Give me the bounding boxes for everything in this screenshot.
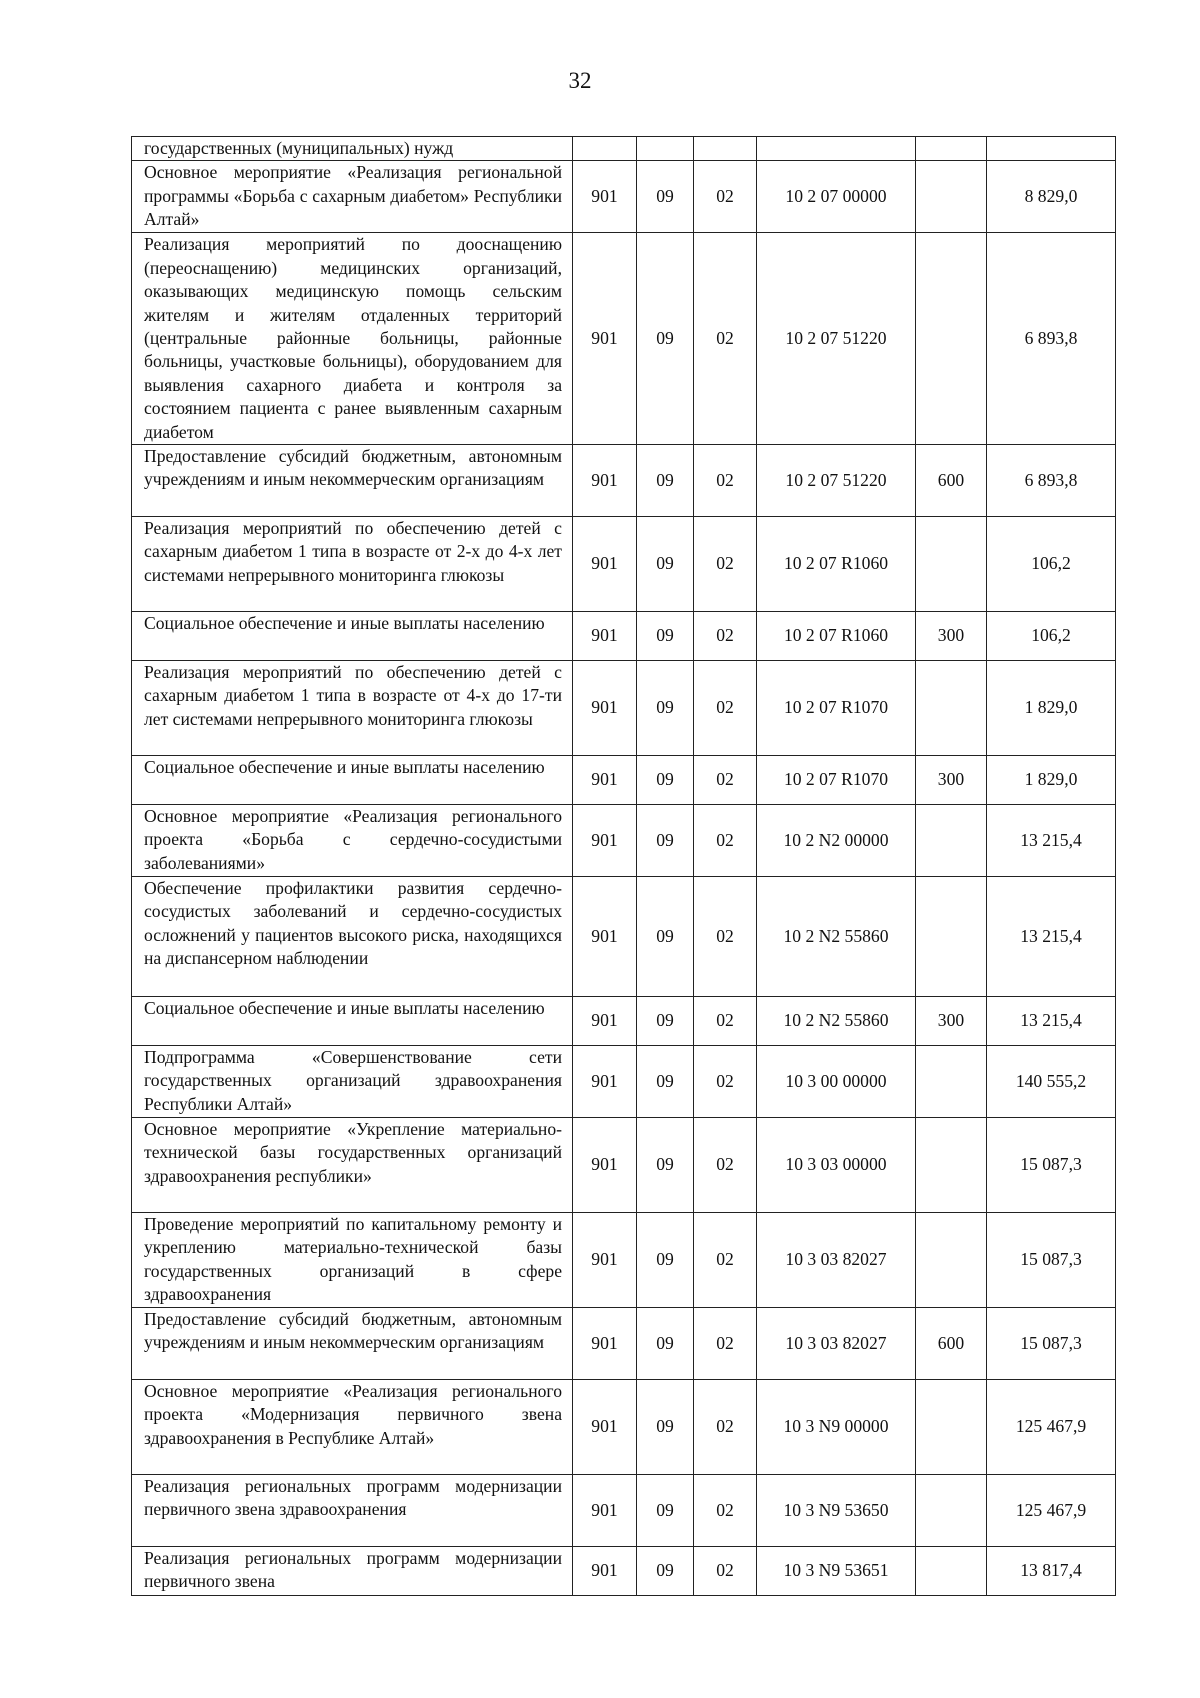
target-article: 10 2 07 R1070	[757, 756, 916, 805]
table-row	[132, 517, 1116, 612]
subsection-code	[694, 137, 757, 161]
expense-type	[916, 1213, 987, 1308]
section-code: 09	[637, 1046, 694, 1118]
expense-type: 600	[916, 445, 987, 517]
section-code: 09	[637, 1475, 694, 1547]
expense-type	[916, 1547, 987, 1596]
expense-type: 300	[916, 756, 987, 805]
subsection-code: 02	[694, 756, 757, 805]
table-row	[132, 997, 1116, 1046]
section-code: 09	[637, 1118, 694, 1213]
ministry-code: 901	[573, 445, 637, 517]
row-name: Обеспечение профилактики развития сердечно-сосудистых заболеваний и сердечно-сосудистых осложнений у пациентов высокого риска, находящихся на диспансерном наблюдении	[132, 877, 573, 997]
amount: 13 215,4	[987, 805, 1116, 877]
amount: 13 215,4	[987, 877, 1116, 997]
amount: 15 087,3	[987, 1308, 1116, 1380]
row-name: Основное мероприятие «Реализация региональной программы «Борьба с сахарным диабетом» Республики Алтай»	[132, 161, 573, 233]
row-name: Реализация мероприятий по обеспечению детей с сахарным диабетом 1 типа в возрасте от 4-х до 17-ти лет системами непрерывного мониторинга глюкозы	[132, 661, 573, 756]
expense-type	[916, 1118, 987, 1213]
target-article: 10 3 03 00000	[757, 1118, 916, 1213]
subsection-code: 02	[694, 161, 757, 233]
ministry-code: 901	[573, 1213, 637, 1308]
ministry-code	[573, 137, 637, 161]
subsection-code: 02	[694, 1380, 757, 1475]
ministry-code: 901	[573, 1547, 637, 1596]
subsection-code: 02	[694, 877, 757, 997]
subsection-code: 02	[694, 1046, 757, 1118]
section-code: 09	[637, 161, 694, 233]
subsection-code: 02	[694, 517, 757, 612]
subsection-code: 02	[694, 233, 757, 445]
table-body	[132, 137, 1116, 1596]
ministry-code: 901	[573, 517, 637, 612]
subsection-code: 02	[694, 1475, 757, 1547]
amount: 1 829,0	[987, 661, 1116, 756]
row-name: Реализация региональных программ модернизации первичного звена здравоохранения	[132, 1475, 573, 1547]
target-article: 10 2 07 51220	[757, 233, 916, 445]
table-row	[132, 137, 1116, 161]
row-name: Социальное обеспечение и иные выплаты населению	[132, 756, 573, 805]
table-row	[132, 1213, 1116, 1308]
row-name: Реализация мероприятий по дооснащению (переоснащению) медицинских организаций, оказывающих медицинскую помощь сельским жителям и жителям отдаленных территорий (центральные районные больницы, районные больницы, участковые больницы), оборудованием для выявления сахарного диабета и контроля за состоянием пациента с ранее выявленным сахарным диабетом	[132, 233, 573, 445]
target-article	[757, 137, 916, 161]
expense-type	[916, 877, 987, 997]
amount: 125 467,9	[987, 1380, 1116, 1475]
section-code: 09	[637, 997, 694, 1046]
target-article: 10 3 N9 53650	[757, 1475, 916, 1547]
expense-type	[916, 517, 987, 612]
amount: 13 817,4	[987, 1547, 1116, 1596]
expense-type	[916, 233, 987, 445]
section-code: 09	[637, 877, 694, 997]
section-code: 09	[637, 1213, 694, 1308]
target-article: 10 2 07 R1060	[757, 612, 916, 661]
section-code	[637, 137, 694, 161]
ministry-code: 901	[573, 612, 637, 661]
section-code: 09	[637, 233, 694, 445]
ministry-code: 901	[573, 756, 637, 805]
row-name: Социальное обеспечение и иные выплаты населению	[132, 612, 573, 661]
table-row	[132, 756, 1116, 805]
subsection-code: 02	[694, 1308, 757, 1380]
row-name: Основное мероприятие «Реализация регионального проекта «Модернизация первичного звена здравоохранения в Республике Алтай»	[132, 1380, 573, 1475]
budget-table	[131, 136, 1116, 1596]
section-code: 09	[637, 612, 694, 661]
expense-type: 300	[916, 612, 987, 661]
table-row	[132, 445, 1116, 517]
row-name: Основное мероприятие «Реализация регионального проекта «Борьба с сердечно-сосудистыми заболеваниями»	[132, 805, 573, 877]
amount: 13 215,4	[987, 997, 1116, 1046]
amount: 106,2	[987, 612, 1116, 661]
subsection-code: 02	[694, 612, 757, 661]
subsection-code: 02	[694, 997, 757, 1046]
target-article: 10 3 00 00000	[757, 1046, 916, 1118]
amount: 6 893,8	[987, 445, 1116, 517]
target-article: 10 3 N9 00000	[757, 1380, 916, 1475]
section-code: 09	[637, 517, 694, 612]
row-name: Проведение мероприятий по капитальному ремонту и укреплению материально-технической базы государственных организаций в сфере здравоохранения	[132, 1213, 573, 1308]
expense-type	[916, 1380, 987, 1475]
row-name: Социальное обеспечение и иные выплаты населению	[132, 997, 573, 1046]
amount: 106,2	[987, 517, 1116, 612]
target-article: 10 2 07 R1060	[757, 517, 916, 612]
row-name: Предоставление субсидий бюджетным, автономным учреждениям и иным некоммерческим организациям	[132, 1308, 573, 1380]
subsection-code: 02	[694, 1547, 757, 1596]
table-row	[132, 1380, 1116, 1475]
expense-type: 600	[916, 1308, 987, 1380]
subsection-code: 02	[694, 661, 757, 756]
ministry-code: 901	[573, 805, 637, 877]
subsection-code: 02	[694, 1118, 757, 1213]
row-name: Основное мероприятие «Укрепление материально-технической базы государственных организаций здравоохранения республики»	[132, 1118, 573, 1213]
target-article: 10 2 07 00000	[757, 161, 916, 233]
row-name: государственных (муниципальных) нужд	[132, 137, 573, 161]
section-code: 09	[637, 1547, 694, 1596]
amount: 1 829,0	[987, 756, 1116, 805]
row-name: Подпрограмма «Совершенствование сети государственных организаций здравоохранения Республики Алтай»	[132, 1046, 573, 1118]
table-row	[132, 1046, 1116, 1118]
amount: 125 467,9	[987, 1475, 1116, 1547]
ministry-code: 901	[573, 1475, 637, 1547]
ministry-code: 901	[573, 233, 637, 445]
table-row	[132, 1475, 1116, 1547]
section-code: 09	[637, 1380, 694, 1475]
ministry-code: 901	[573, 161, 637, 233]
amount: 15 087,3	[987, 1213, 1116, 1308]
row-name: Реализация региональных программ модернизации первичного звена	[132, 1547, 573, 1596]
target-article: 10 3 03 82027	[757, 1213, 916, 1308]
ministry-code: 901	[573, 1046, 637, 1118]
subsection-code: 02	[694, 1213, 757, 1308]
expense-type	[916, 161, 987, 233]
table-row	[132, 1547, 1116, 1596]
amount: 15 087,3	[987, 1118, 1116, 1213]
target-article: 10 2 07 51220	[757, 445, 916, 517]
expense-type	[916, 661, 987, 756]
section-code: 09	[637, 1308, 694, 1380]
target-article: 10 3 03 82027	[757, 1308, 916, 1380]
target-article: 10 3 N9 53651	[757, 1547, 916, 1596]
row-name: Реализация мероприятий по обеспечению детей с сахарным диабетом 1 типа в возрасте от 2-х до 4-х лет системами непрерывного мониторинга глюкозы	[132, 517, 573, 612]
ministry-code: 901	[573, 997, 637, 1046]
ministry-code: 901	[573, 661, 637, 756]
target-article: 10 2 N2 55860	[757, 877, 916, 997]
expense-type	[916, 805, 987, 877]
table-row	[132, 161, 1116, 233]
target-article: 10 2 N2 00000	[757, 805, 916, 877]
table-row	[132, 661, 1116, 756]
expense-type	[916, 1046, 987, 1118]
target-article: 10 2 N2 55860	[757, 997, 916, 1046]
amount: 8 829,0	[987, 161, 1116, 233]
ministry-code: 901	[573, 1380, 637, 1475]
expense-type	[916, 1475, 987, 1547]
section-code: 09	[637, 756, 694, 805]
row-name: Предоставление субсидий бюджетным, автономным учреждениям и иным некоммерческим организациям	[132, 445, 573, 517]
ministry-code: 901	[573, 1118, 637, 1213]
amount: 6 893,8	[987, 233, 1116, 445]
expense-type	[916, 137, 987, 161]
target-article: 10 2 07 R1070	[757, 661, 916, 756]
section-code: 09	[637, 445, 694, 517]
table-row	[132, 877, 1116, 997]
table-row	[132, 1118, 1116, 1213]
section-code: 09	[637, 661, 694, 756]
table-row	[132, 1308, 1116, 1380]
ministry-code: 901	[573, 877, 637, 997]
section-code: 09	[637, 805, 694, 877]
page-number: 32	[568, 68, 592, 93]
table-row	[132, 233, 1116, 445]
expense-type: 300	[916, 997, 987, 1046]
amount: 140 555,2	[987, 1046, 1116, 1118]
subsection-code: 02	[694, 445, 757, 517]
subsection-code: 02	[694, 805, 757, 877]
amount	[987, 137, 1116, 161]
table-row	[132, 612, 1116, 661]
table-row	[132, 805, 1116, 877]
ministry-code: 901	[573, 1308, 637, 1380]
